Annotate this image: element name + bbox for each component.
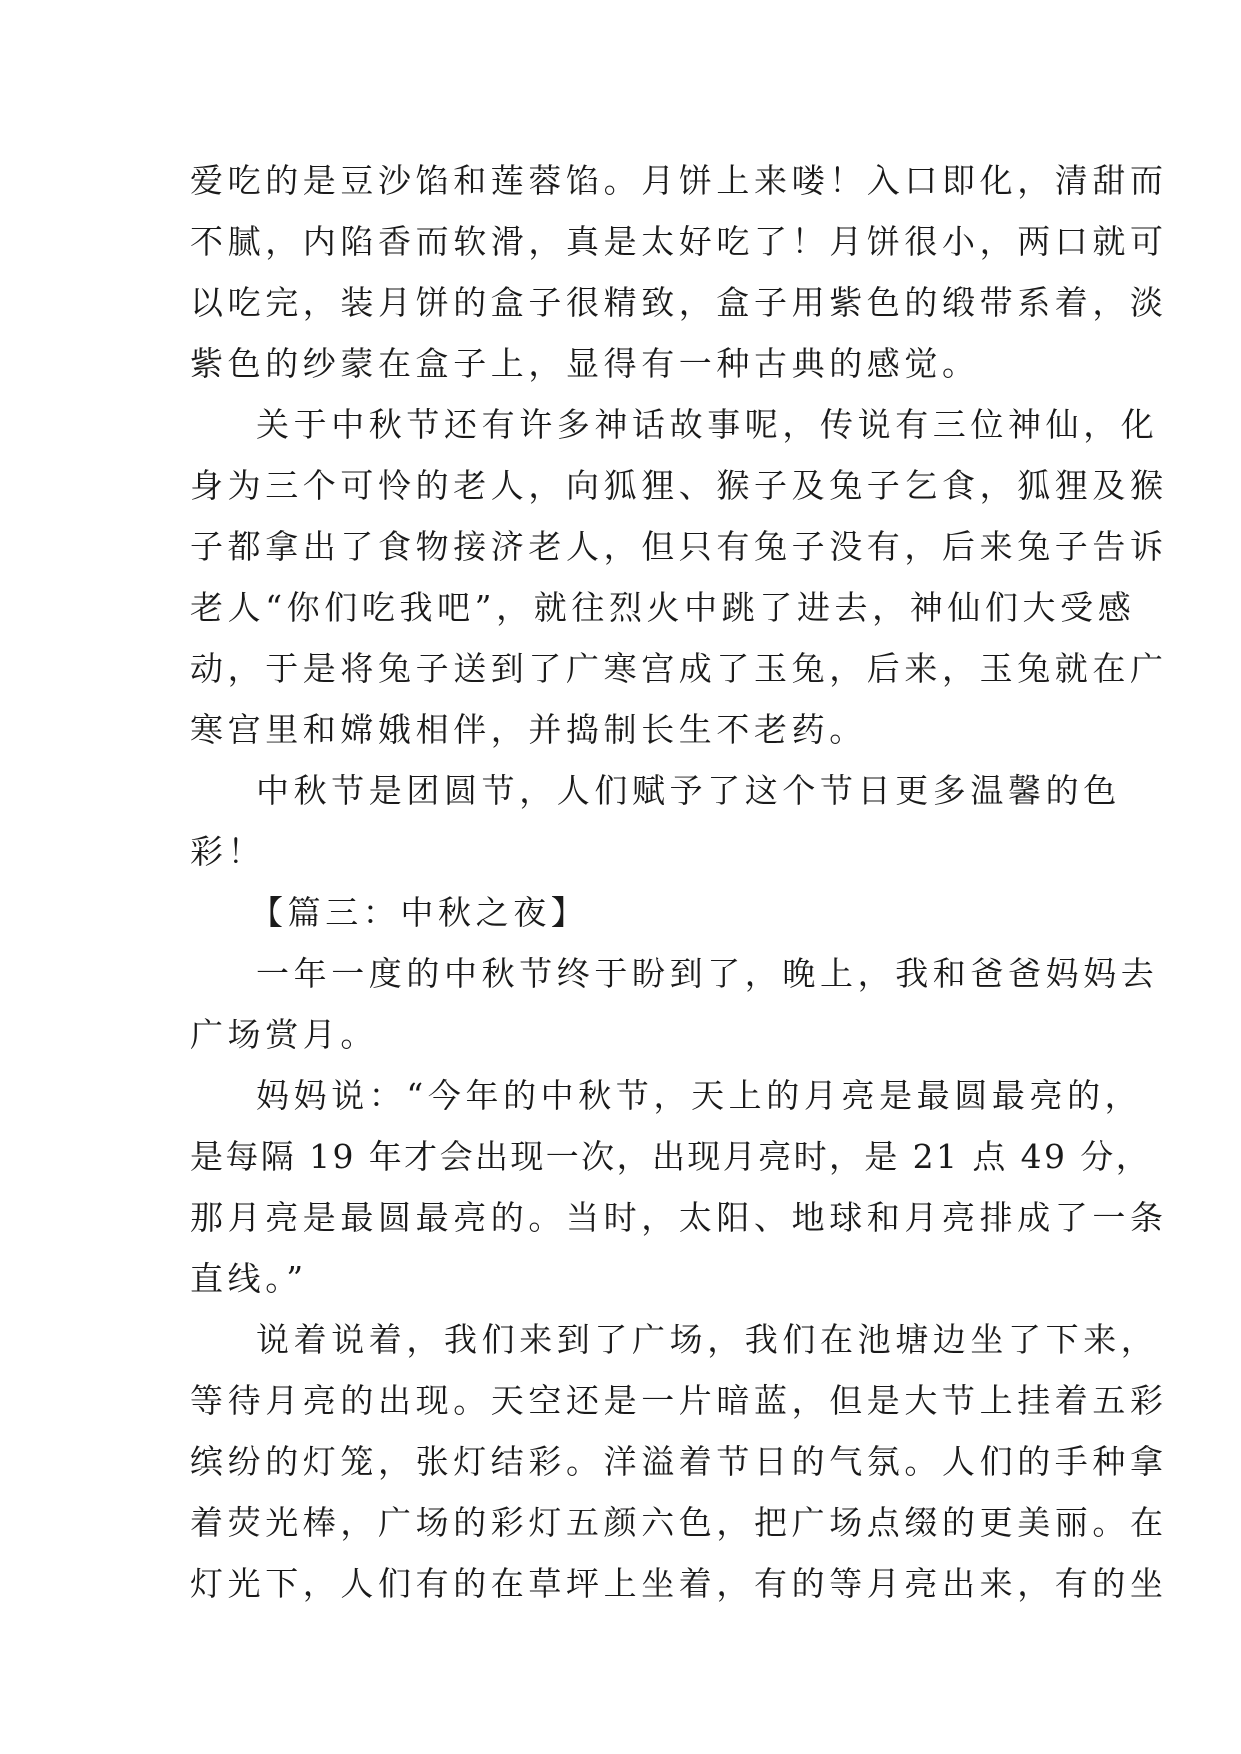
paragraph (190, 1065, 1168, 1309)
text-line: 是每隔 19 年才会出现一次，出现月亮时，是 21 点 49 分， (190, 1137, 1152, 1176)
text-line: 等待月亮的出现。天空还是一片暗蓝，但是大节上挂着五彩 (190, 1381, 1168, 1420)
paragraph (190, 150, 1168, 394)
document-body (190, 150, 1168, 1614)
text-line: 寒宫里和嫦娥相伴，并捣制长生不老药。 (190, 710, 867, 749)
paragraph (190, 760, 1121, 882)
section-heading: 【篇三：中秋之夜】 (250, 893, 589, 932)
text-line: 老人“你们吃我吧”，就往烈火中跳了进去，神仙们大受感 (190, 588, 1136, 627)
text-line: 身为三个可怜的老人，向狐狸、猴子及兔子乞食，狐狸及猴 (190, 466, 1168, 505)
text-line: 爱吃的是豆沙馅和莲蓉馅。月饼上来喽！入口即化，清甜而 (190, 161, 1168, 200)
text-line: 那月亮是最圆最亮的。当时，太阳、地球和月亮排成了一条 (190, 1198, 1168, 1237)
text-line: 直线。” (190, 1259, 308, 1298)
text-line: 关于中秋节还有许多神话故事呢，传说有三位神仙，化 (256, 405, 1159, 444)
paragraph (190, 394, 1168, 760)
paragraph (190, 1309, 1168, 1614)
text-line: 动，于是将兔子送到了广寒宫成了玉兔，后来，玉兔就在广 (190, 649, 1168, 688)
text-line: 子都拿出了食物接济老人，但只有兔子没有，后来兔子告诉 (190, 527, 1168, 566)
text-line: 不腻，内陷香而软滑，真是太好吃了！月饼很小，两口就可 (190, 222, 1168, 261)
text-line: 中秋节是团圆节，人们赋予了这个节日更多温馨的色 (256, 771, 1121, 810)
paragraph (190, 943, 1159, 1065)
text-line: 紫色的纱蒙在盒子上，显得有一种古典的感觉。 (190, 344, 980, 383)
text-line: 广场赏月。 (190, 1015, 378, 1054)
text-line: 一年一度的中秋节终于盼到了，晚上，我和爸爸妈妈去 (256, 954, 1159, 993)
text-line: 着荧光棒，广场的彩灯五颜六色，把广场点缀的更美丽。在 (190, 1503, 1168, 1542)
text-line: 以吃完，装月饼的盒子很精致，盒子用紫色的缎带系着，淡 (190, 283, 1168, 322)
text-line: 妈妈说：“今年的中秋节，天上的月亮是最圆最亮的， (256, 1076, 1143, 1115)
text-line: 缤纷的灯笼，张灯结彩。洋溢着节日的气氛。人们的手种拿 (190, 1442, 1168, 1481)
text-line: 说着说着，我们来到了广场，我们在池塘边坐了下来， (256, 1320, 1159, 1359)
text-line: 彩！ (190, 832, 266, 871)
text-line: 灯光下，人们有的在草坪上坐着，有的等月亮出来，有的坐 (190, 1564, 1168, 1603)
